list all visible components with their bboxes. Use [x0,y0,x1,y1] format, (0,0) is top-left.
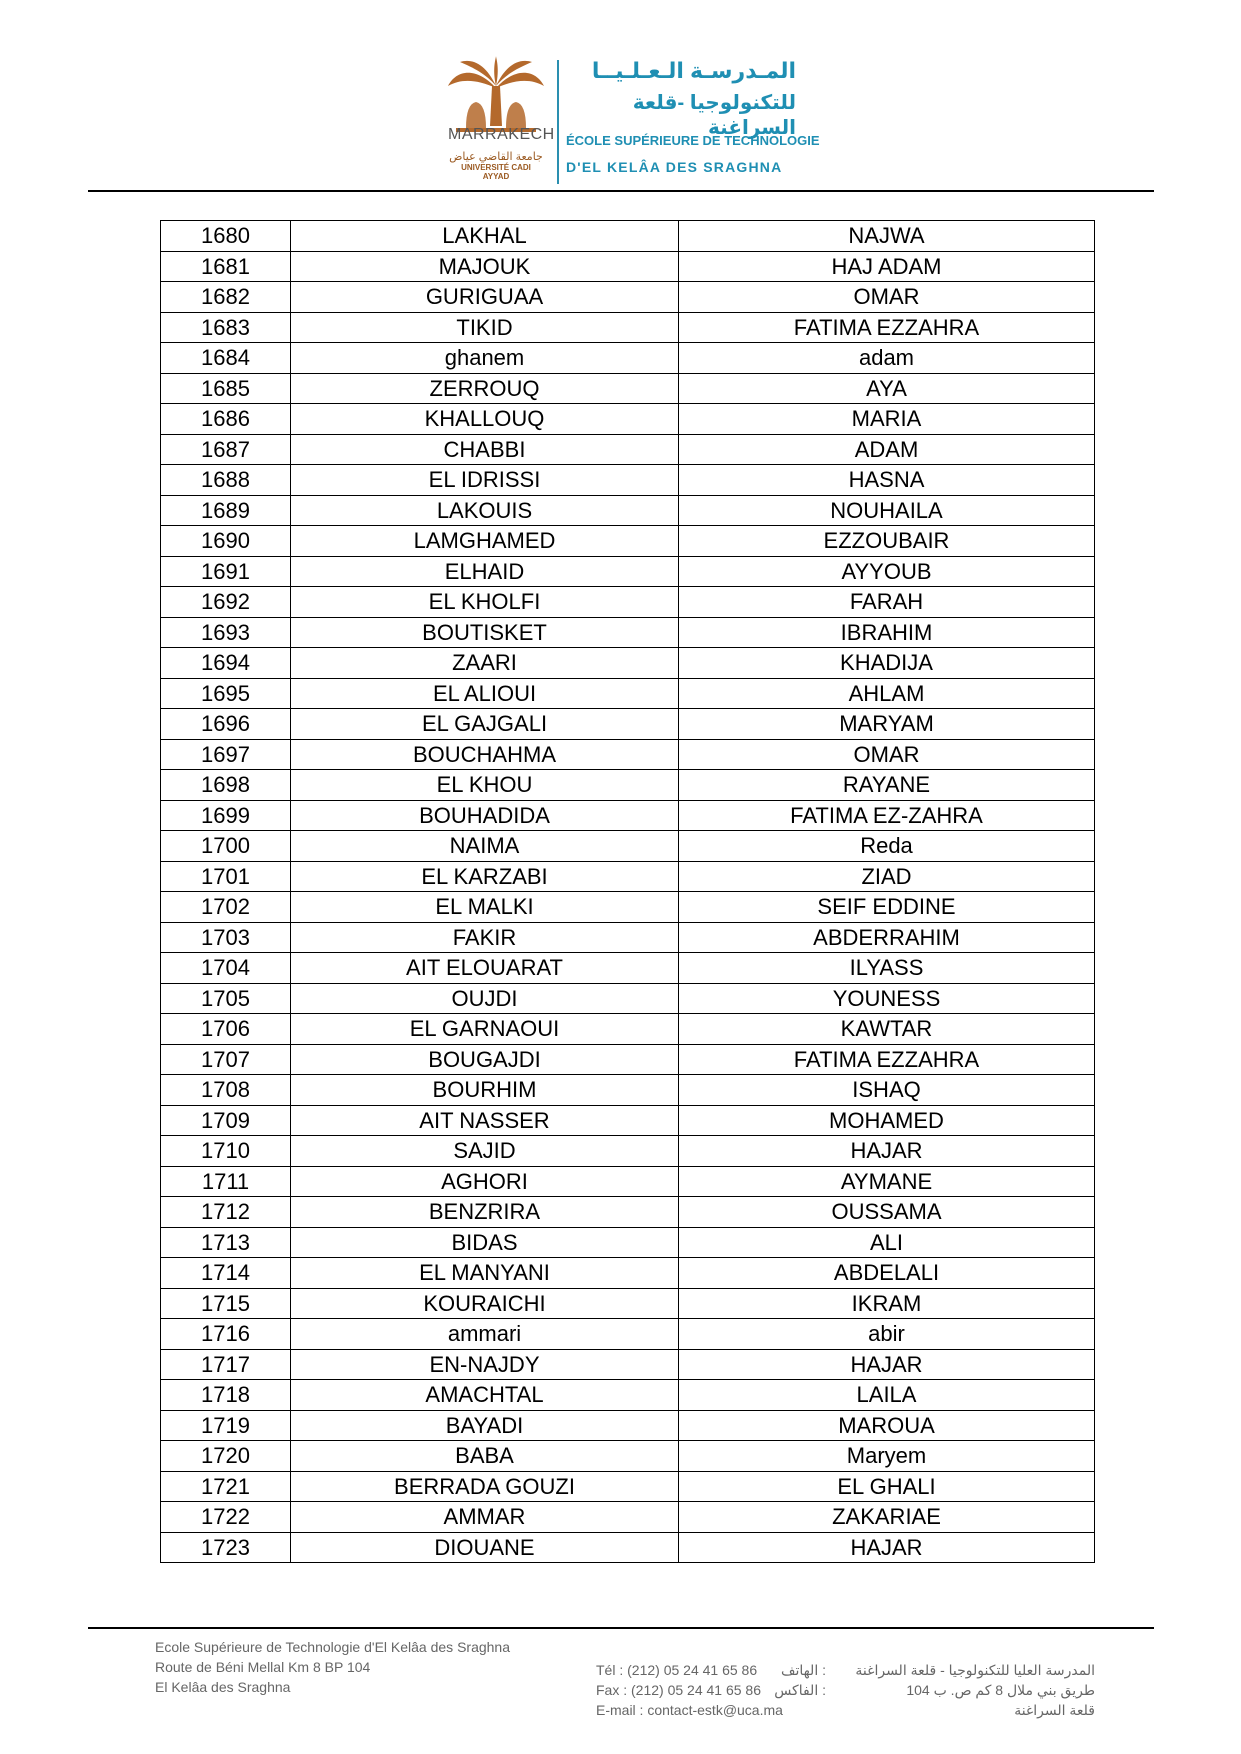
table-row [161,526,1095,557]
last-name-cell: EL ALIOUI [291,678,679,709]
first-name-cell: FATIMA EZ-ZAHRA [679,800,1095,831]
last-name-cell: EL GAJGALI [291,709,679,740]
footer-phone: Tél : (212) 05 24 41 65 86 [596,1662,758,1678]
table-row [161,373,1095,404]
last-name-cell: LAKHAL [291,221,679,252]
last-name-cell: BABA [291,1441,679,1472]
first-name-cell: AHLAM [679,678,1095,709]
row-number-cell: 1700 [161,831,291,862]
student-list-table [160,220,1094,1563]
row-number-cell: 1708 [161,1075,291,1106]
first-name-cell: AYMANE [679,1166,1095,1197]
last-name-cell: FAKIR [291,922,679,953]
logo-city-text: MARRAKECH [448,126,555,143]
first-name-cell: ISHAQ [679,1075,1095,1106]
first-name-cell: OMAR [679,739,1095,770]
logo-university-fr: UNIVERSITÉ CADI AYYAD [461,163,531,181]
first-name-cell: ABDELALI [679,1258,1095,1289]
row-number-cell: 1714 [161,1258,291,1289]
table-row [161,1166,1095,1197]
last-name-cell: BOUHADIDA [291,800,679,831]
last-name-cell: ZERROUQ [291,373,679,404]
table-row [161,739,1095,770]
table-row [161,1349,1095,1380]
row-number-cell: 1695 [161,678,291,709]
last-name-cell: AIT NASSER [291,1105,679,1136]
table-row [161,343,1095,374]
last-name-cell: BOUTISKET [291,617,679,648]
first-name-cell: HAJAR [679,1136,1095,1167]
table-body [161,221,1095,1563]
last-name-cell: EL IDRISSI [291,465,679,496]
last-name-cell: EL MANYANI [291,1258,679,1289]
school-name-ar-line2: للتكنولوجيا -قلعة السراغنة [632,92,796,139]
last-name-cell: ghanem [291,343,679,374]
table-row [161,587,1095,618]
footer-phone-row [596,1660,826,1680]
last-name-cell: CHABBI [291,434,679,465]
table-row [161,1502,1095,1533]
table-row [161,251,1095,282]
last-name-cell: ZAARI [291,648,679,679]
last-name-cell: GURIGUAA [291,282,679,313]
last-name-cell: BENZRIRA [291,1197,679,1228]
table-row [161,648,1095,679]
footer-city: El Kelâa des Sraghna [155,1679,291,1695]
footer-school-name: Ecole Supérieure de Technologie d'El Kelâa des Sraghna [155,1639,510,1655]
table-row [161,1471,1095,1502]
last-name-cell: NAIMA [291,831,679,862]
last-name-cell: SAJID [291,1136,679,1167]
row-number-cell: 1716 [161,1319,291,1350]
first-name-cell: AYYOUB [679,556,1095,587]
last-name-cell: ammari [291,1319,679,1350]
first-name-cell: NAJWA [679,221,1095,252]
row-number-cell: 1701 [161,861,291,892]
first-name-cell: IKRAM [679,1288,1095,1319]
first-name-cell: FATIMA EZZAHRA [679,1044,1095,1075]
table-row [161,1288,1095,1319]
first-name-cell: ALI [679,1227,1095,1258]
first-name-cell: Reda [679,831,1095,862]
row-number-cell: 1686 [161,404,291,435]
footer-fax-row [596,1680,826,1700]
footer-city-ar: قلعة السراغنة [1014,1702,1095,1718]
last-name-cell: OUJDI [291,983,679,1014]
first-name-cell: FARAH [679,587,1095,618]
last-name-cell: MAJOUK [291,251,679,282]
table-row [161,312,1095,343]
footer-email[interactable]: E-mail : contact-estk@uca.ma [596,1702,783,1718]
first-name-cell: ADAM [679,434,1095,465]
row-number-cell: 1709 [161,1105,291,1136]
first-name-cell: MARIA [679,404,1095,435]
first-name-cell: HAJAR [679,1532,1095,1563]
table-row [161,617,1095,648]
first-name-cell: HASNA [679,465,1095,496]
row-number-cell: 1715 [161,1288,291,1319]
row-number-cell: 1688 [161,465,291,496]
row-number-cell: 1712 [161,1197,291,1228]
table-row [161,770,1095,801]
row-number-cell: 1702 [161,892,291,923]
last-name-cell: AMMAR [291,1502,679,1533]
first-name-cell: YOUNESS [679,983,1095,1014]
table-row [161,282,1095,313]
row-number-cell: 1690 [161,526,291,557]
table-row [161,1227,1095,1258]
table-row [161,1258,1095,1289]
first-name-cell: Maryem [679,1441,1095,1472]
first-name-cell: EZZOUBAIR [679,526,1095,557]
table-row [161,404,1095,435]
table-row [161,1441,1095,1472]
last-name-cell: EL KHOU [291,770,679,801]
first-name-cell: KHADIJA [679,648,1095,679]
first-name-cell: KAWTAR [679,1014,1095,1045]
last-name-cell: BOURHIM [291,1075,679,1106]
row-number-cell: 1723 [161,1532,291,1563]
table-row [161,861,1095,892]
row-number-cell: 1717 [161,1349,291,1380]
last-name-cell: DIOUANE [291,1532,679,1563]
first-name-cell: FATIMA EZZAHRA [679,312,1095,343]
last-name-cell: KHALLOUQ [291,404,679,435]
table-row [161,953,1095,984]
last-name-cell: BIDAS [291,1227,679,1258]
first-name-cell: abir [679,1319,1095,1350]
table-row [161,1136,1095,1167]
first-name-cell: AYA [679,373,1095,404]
footer-road-ar: طريق بني ملال 8 كم ص. ب 104 [906,1682,1095,1698]
table-row [161,556,1095,587]
school-name-fr-line2: D'EL KELÂA DES SRAGHNA [566,159,783,175]
first-name-cell: LAILA [679,1380,1095,1411]
first-name-cell: MARYAM [679,709,1095,740]
row-number-cell: 1711 [161,1166,291,1197]
row-number-cell: 1697 [161,739,291,770]
row-number-cell: 1687 [161,434,291,465]
row-number-cell: 1694 [161,648,291,679]
row-number-cell: 1721 [161,1471,291,1502]
row-number-cell: 1720 [161,1441,291,1472]
table-row [161,1380,1095,1411]
footer-address-ar [845,1660,1095,1720]
page-header [0,0,1241,192]
footer-road: Route de Béni Mellal Km 8 BP 104 [155,1659,371,1675]
table-row [161,678,1095,709]
first-name-cell: NOUHAILA [679,495,1095,526]
first-name-cell: HAJ ADAM [679,251,1095,282]
row-number-cell: 1693 [161,617,291,648]
table-row [161,1319,1095,1350]
table-row [161,1197,1095,1228]
row-number-cell: 1718 [161,1380,291,1411]
row-number-cell: 1683 [161,312,291,343]
last-name-cell: AIT ELOUARAT [291,953,679,984]
row-number-cell: 1699 [161,800,291,831]
last-name-cell: AGHORI [291,1166,679,1197]
last-name-cell: BAYADI [291,1410,679,1441]
row-number-cell: 1681 [161,251,291,282]
row-number-cell: 1698 [161,770,291,801]
table-row [161,831,1095,862]
row-number-cell: 1722 [161,1502,291,1533]
table-row [161,465,1095,496]
row-number-cell: 1704 [161,953,291,984]
row-number-cell: 1685 [161,373,291,404]
row-number-cell: 1719 [161,1410,291,1441]
first-name-cell: EL GHALI [679,1471,1095,1502]
last-name-cell: ELHAID [291,556,679,587]
school-name-ar-line1: المـدرسـة الـعـلـيــا [591,58,796,83]
last-name-cell: EN-NAJDY [291,1349,679,1380]
table-row [161,1410,1095,1441]
last-name-cell: BERRADA GOUZI [291,1471,679,1502]
palm-logo-icon [446,56,546,134]
table-row [161,221,1095,252]
row-number-cell: 1710 [161,1136,291,1167]
row-number-cell: 1689 [161,495,291,526]
table-row [161,709,1095,740]
row-number-cell: 1696 [161,709,291,740]
last-name-cell: LAKOUIS [291,495,679,526]
table-row [161,922,1095,953]
row-number-cell: 1703 [161,922,291,953]
table-row [161,495,1095,526]
last-name-cell: EL MALKI [291,892,679,923]
first-name-cell: RAYANE [679,770,1095,801]
header-divider [88,190,1154,192]
last-name-cell: EL KHOLFI [291,587,679,618]
footer-phone-ar: الهاتف : [780,1662,826,1678]
row-number-cell: 1706 [161,1014,291,1045]
row-number-cell: 1707 [161,1044,291,1075]
table-row [161,1044,1095,1075]
first-name-cell: MAROUA [679,1410,1095,1441]
last-name-cell: EL KARZABI [291,861,679,892]
school-name-fr-line1: ÉCOLE SUPÉRIEURE DE TECHNOLOGIE [566,133,820,148]
last-name-cell: BOUCHAHMA [291,739,679,770]
row-number-cell: 1680 [161,221,291,252]
table-row [161,1532,1095,1563]
first-name-cell: ABDERRAHIM [679,922,1095,953]
table-row [161,983,1095,1014]
table-row [161,800,1095,831]
first-name-cell: SEIF EDDINE [679,892,1095,923]
table-row [161,892,1095,923]
table-row [161,1105,1095,1136]
first-name-cell: HAJAR [679,1349,1095,1380]
row-number-cell: 1713 [161,1227,291,1258]
first-name-cell: OMAR [679,282,1095,313]
first-name-cell: OUSSAMA [679,1197,1095,1228]
footer-divider [88,1627,1154,1629]
first-name-cell: ILYASS [679,953,1095,984]
first-name-cell: ZAKARIAE [679,1502,1095,1533]
last-name-cell: EL GARNAOUI [291,1014,679,1045]
table-row [161,1014,1095,1045]
first-name-cell: ZIAD [679,861,1095,892]
footer-contact [596,1660,826,1720]
logo-divider [557,60,559,184]
last-name-cell: BOUGAJDI [291,1044,679,1075]
first-name-cell: MOHAMED [679,1105,1095,1136]
row-number-cell: 1692 [161,587,291,618]
table-row [161,1075,1095,1106]
first-name-cell: adam [679,343,1095,374]
last-name-cell: LAMGHAMED [291,526,679,557]
last-name-cell: TIKID [291,312,679,343]
footer-address-fr [155,1637,510,1697]
footer-fax: Fax : (212) 05 24 41 65 86 [596,1682,761,1698]
logo-university-ar: جامعة القاضي عياض [449,151,543,163]
row-number-cell: 1705 [161,983,291,1014]
footer-school-name-ar: المدرسة العليا للتكنولوجيا - قلعة السراغنة [855,1662,1095,1678]
row-number-cell: 1684 [161,343,291,374]
first-name-cell: IBRAHIM [679,617,1095,648]
row-number-cell: 1682 [161,282,291,313]
table-row [161,434,1095,465]
last-name-cell: AMACHTAL [291,1380,679,1411]
last-name-cell: KOURAICHI [291,1288,679,1319]
footer-fax-ar: الفاكس : [774,1682,826,1698]
row-number-cell: 1691 [161,556,291,587]
